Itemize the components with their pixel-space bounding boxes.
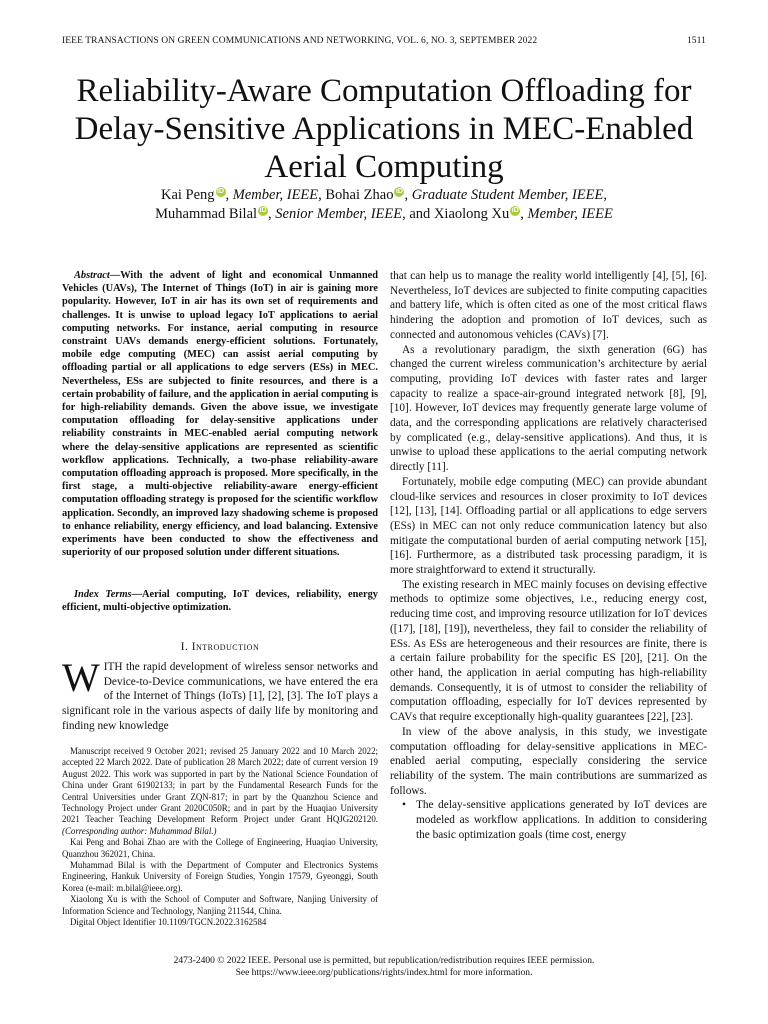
journal-name: IEEE TRANSACTIONS ON GREEN COMMUNICATIONS AND NETWORKING, VOL. 6, NO. 3, SEPTEMBER 2022: [62, 36, 538, 46]
copyright-footer: [0, 955, 768, 979]
section-number: I.: [180, 641, 189, 653]
author-list: Kai Peng iD , Member, IEEE, Bohai Zhao iD , Graduate Student Member, IEEE, Muhammad Bilal iD , Senior Member, IEEE, and Xiaolong Xu iD , Member, IEEE: [155, 187, 613, 222]
section-heading: [62, 641, 378, 653]
orcid-icon[interactable]: iD: [511, 207, 519, 215]
author-name: Kai Peng: [160, 187, 215, 203]
author-role: Senior Member, IEEE: [275, 206, 403, 222]
footnote-manuscript: [62, 746, 378, 837]
index-terms: [62, 588, 378, 614]
right-column: [390, 269, 707, 842]
author-name: Bohai Zhao: [325, 187, 394, 203]
footnote-affiliation: Xiaolong Xu is with the School of Computer and Software, Nanjing University of Information Science and Technology, Nanjing 211544, China.: [62, 894, 378, 916]
page-number: 1511: [686, 36, 706, 46]
author-role: Graduate Student Member, IEEE: [411, 187, 604, 203]
copyright-line: 2473-2400 © 2022 IEEE. Personal use is permitted, but republication/redistribution requires IEEE permission.: [173, 956, 595, 966]
paper-title: Reliability-Aware Computation Offloading for Delay-Sensitive Applications in MEC-Enabled Aerial Computing: [74, 73, 694, 185]
contribution-item: • The delay-sensitive applications generated by IoT devices are modeled as workflow applications. In addition to considering the basic optimization goals (time cost, energy: [416, 798, 707, 842]
body-paragraph: that can help us to manage the reality world intelligently [4], [5], [6]. Nevertheless, IoT devices are subjected to finite computing capacities and battery life, which is often cited as one of the most critical flaws hindering the adoption and promotion of IoT devices, such as connected and autonomous vehicles (CAVs) [7].: [390, 270, 707, 341]
footnote-text: Manuscript received 9 October 2021; revised 25 January 2022 and 10 March 2022; accepted 22 March 2022. Date of publication 28 March 2022; date of current version 19 August 2022. This work was supported in part by the National Science Foundation of China under Grant 61902133; in part by the Fundamental Research Funds for the Central Universities under Grant ZQN-817; in part by the Quanzhou Science and Technology Project under Grant 2020C050R; and in part by the Huaqiao University 2021 Teacher Teaching Development Reform Project under Grant HQJG202120.: [62, 746, 378, 825]
author-role: Member, IEEE: [527, 206, 613, 222]
footnote-affiliation: Muhammad Bilal is with the Department of Computer and Electronics Systems Engineering, Hankuk University of Foreign Studies, Yongin 17579, Gyeonggi, South Korea (e-mail: m.bilal@ieee.org).: [62, 860, 378, 893]
footnote-affiliation: Kai Peng and Bohai Zhao are with the College of Engineering, Huaqiao University, Quanzhou 362021, China.: [62, 837, 378, 859]
author-name: Xiaolong Xu: [433, 206, 510, 222]
index-terms-label: Index Terms: [74, 589, 132, 600]
intro-text: ITH the rapid development of wireless sensor networks and Device-to-Device communications, we have entered the era of the Internet of Things (IoTs) [1], [2], [3]. The IoT plays a significant role in the various aspects of daily life by monitoring and finding new knowledge: [62, 661, 378, 732]
rights-line: See https://www.ieee.org/publications/rights/index.html for more information.: [235, 968, 533, 978]
body-paragraph: In view of the above analysis, in this study, we investigate computation offloading for delay-sensitive applications in MEC-enabled aerial computing, especially considering the service reliability of the system. The main contributions are summarized as follows.: [390, 725, 707, 797]
author-name: Muhammad Bilal: [155, 206, 258, 222]
running-header: [62, 36, 706, 46]
contribution-list: [390, 798, 707, 842]
abstract-label: Abstract: [74, 270, 110, 281]
section-title: Introduction: [191, 641, 260, 653]
abstract: [62, 269, 378, 559]
index-terms-text: —Aerial computing, IoT devices, reliability, energy efficient, multi-objective optimization.: [62, 589, 378, 614]
drop-cap: W: [62, 655, 100, 700]
body-paragraph: Fortunately, mobile edge computing (MEC) can provide abundant cloud-like services and resources in closer proximity to IoT devices [12], [13], [14]. Offloading partial or all applications to edge servers (ESs) in MEC can not only reduce communication latency but also mitigate the computational burden of aerial computing network [15], [16]. Furthermore, as a distributed task processing paradigm, it is more straightforward to extend it structurally.: [390, 475, 707, 577]
author-role: Member, IEEE: [232, 187, 319, 203]
orcid-icon[interactable]: iD: [395, 188, 403, 196]
orcid-icon[interactable]: iD: [217, 188, 225, 196]
corresponding-author: (Corresponding author: Muhammad Bilal.): [62, 825, 217, 836]
footnote-doi: Digital Object Identifier 10.1109/TGCN.2022.3162584: [70, 917, 267, 928]
author-connector: and: [409, 206, 431, 222]
intro-paragraph: [62, 655, 378, 734]
footnotes: [62, 746, 378, 929]
orcid-icon[interactable]: iD: [259, 207, 267, 215]
body-paragraph: The existing research in MEC mainly focuses on devising effective methods to optimize some objectives, i.e., reducing energy cost, reducing time cost, and improving resource utilization for IoT devices ([17], [18], [19]), nevertheless, they fail to consider the reliability of ESs. As ESs are heterogeneous and their resources are finite, there is a certain failure probability for the specific ES [20], [21]. On the other hand, the application in aerial computing has high-reliability demands. Consequently, it is of utmost to consider the reliability of computation offloading, especially for IoT devices represented by CAVs that require exceptionally high-quality guarantees [22], [23].: [390, 578, 707, 724]
abstract-text: —With the advent of light and economical Unmanned Vehicles (UAVs), The Internet of Things (IoT) in air is gaining more popularity. However, IoT in air has its own set of requirements and challenges. It is unwise to upload legacy IoT applications to aerial computing networks. For instance, aerial computing in resource constraint UAVs demands energy-efficient solutions. Fortunately, mobile edge computing (MEC) can assist aerial computing by offloading partial or all applications to edge servers (ESs) in MEC. Nevertheless, ESs are subjected to finite resources, and there is a certain probability of failure, and the application in aerial computing is for high-reliability demands. Given the above issue, we investigate computation offloading for delay-sensitive applications under reliability constraints in MEC-enabled aerial computing network where the delay-sensitive applications are represented as scientific workflow applications. Technically, a two-phase reliability-aware computation offloading approach is proposed. More specifically, in the first stage, a multi-objective reliability-aware energy-efficient computation offloading strategy is proposed for the scientific workflow application. Secondly, an improved lazy shadowing scheme is proposed to enhance reliability, energy efficiency, and load balancing. Extensive experiments have been conducted to show the effectiveness and superiority of our proposed solution under different situations.: [62, 270, 378, 559]
body-paragraph: As a revolutionary paradigm, the sixth generation (6G) has changed the current wireless communication’s architecture by aerial computing, providing IoT devices with faster rates and larger capacity to realize a space-air-ground integrated network [8], [9], [10]. However, IoT devices may frequently generate large volume of data, and the corresponding applications are relatively characterised by complicated (e.g., delay-sensitive applications). And thus, it is unwise to upload these applications to the aerial computing network directly [11].: [390, 343, 707, 474]
